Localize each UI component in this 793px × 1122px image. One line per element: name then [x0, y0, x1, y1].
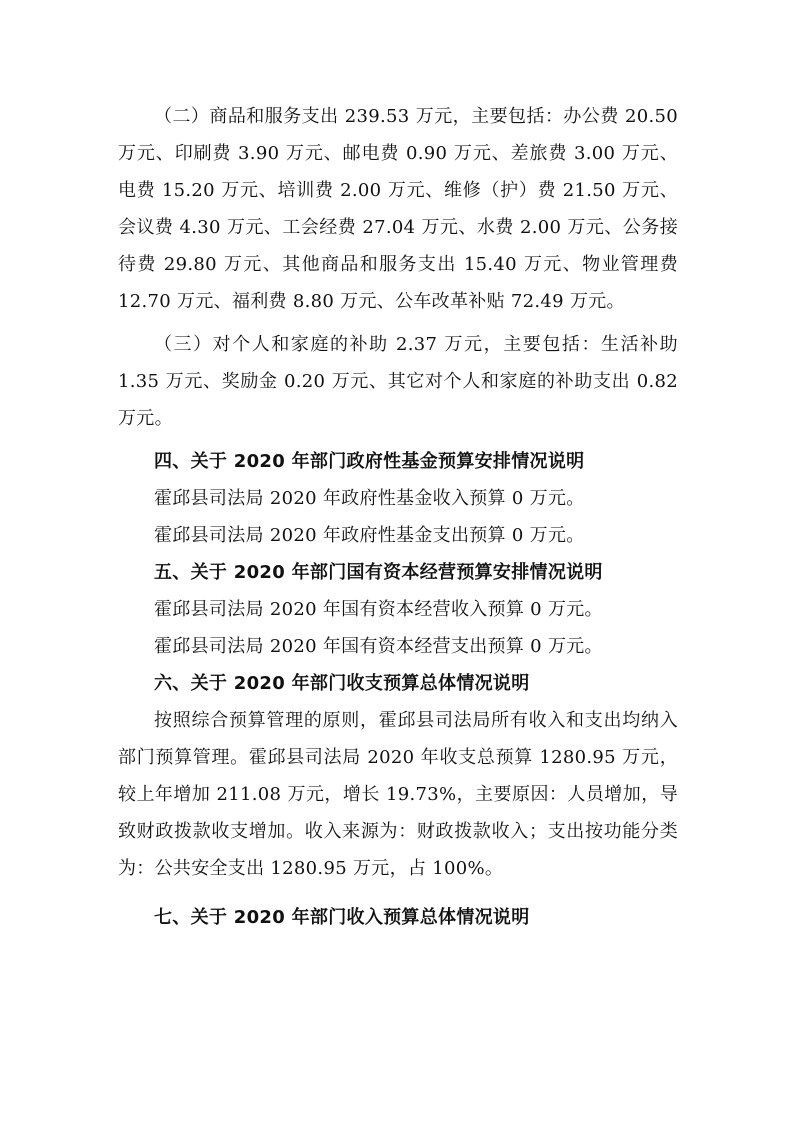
fund-expense-line: 霍邱县司法局 2020 年政府性基金支出预算 0 万元。 [154, 525, 585, 546]
paragraph-budget-overview: 按照综合预算管理的原则，霍邱县司法局所有收入和支出均纳入部门预算管理。霍邱县司法局 2020 年收支总预算 1280.95 万元，较上年增加 211.08 万元，增长 19.73%，主要原因：人员增加，导致财政拨款收支增加。收入来源为：财政拨款收入；支出按功能分类为：公共安全支出 1280.95 万元，占 100%。 [118, 710, 678, 879]
document-body [118, 98, 678, 936]
state-capital-expense-line: 霍邱县司法局 2020 年国有资本经营支出预算 0 万元。 [154, 636, 603, 657]
section-heading-5: 五、关于 2020 年部门国有资本经营预算安排情况说明 [154, 562, 603, 583]
fund-income-line: 霍邱县司法局 2020 年政府性基金收入预算 0 万元。 [154, 488, 585, 509]
paragraph-household-subsidies: （三）对个人和家庭的补助 2.37 万元，主要包括：生活补助 1.35 万元、奖励金 0.20 万元、其它对个人和家庭的补助支出 0.82 万元。 [118, 334, 678, 429]
state-capital-income-line: 霍邱县司法局 2020 年国有资本经营收入预算 0 万元。 [154, 599, 603, 620]
paragraph-goods-services: （二）商品和服务支出 239.53 万元，主要包括：办公费 20.50 万元、印刷费 3.90 万元、邮电费 0.90 万元、差旅费 3.00 万元、电费 15.20 万元、培训费 2.00 万元、维修（护）费 21.50 万元、会议费 4.30 万元、工会经费 27.04 万元、水费 2.00 万元、公务接待费 29.80 万元、其他商品和服务支出 15.40 万元、物业管理费 12.70 万元、福利费 8.80 万元、公车改革补贴 72.49 万元。 [118, 106, 678, 312]
section-heading-7: 七、关于 2020 年部门收入预算总体情况说明 [154, 907, 530, 928]
section-heading-6: 六、关于 2020 年部门收支预算总体情况说明 [154, 673, 530, 694]
section-heading-4: 四、关于 2020 年部门政府性基金预算安排情况说明 [154, 451, 585, 472]
